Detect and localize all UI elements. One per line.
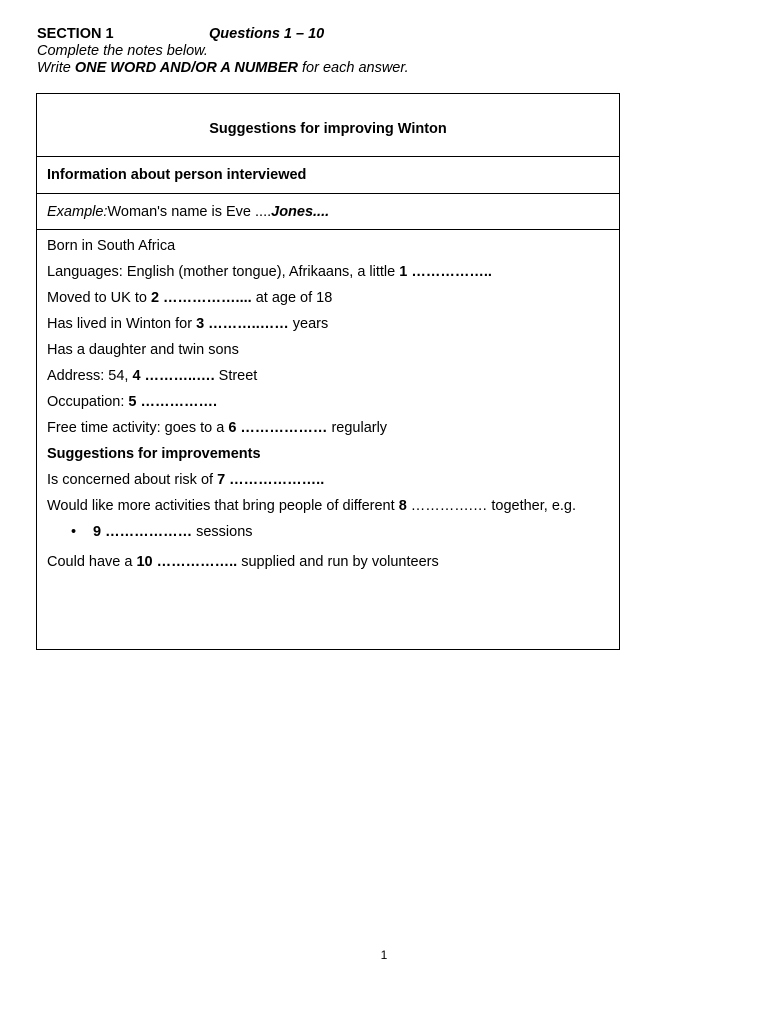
note-born: Born in South Africa bbox=[47, 238, 176, 254]
note-bullet-sessions: • 9 ……………… sessions bbox=[71, 524, 253, 540]
example-label: Example: bbox=[47, 203, 108, 220]
note-free-time: Free time activity: goes to a 6 ……………… regularly bbox=[47, 420, 388, 436]
form-title: Suggestions for improving Winton bbox=[37, 94, 619, 157]
gap-6[interactable]: 6 ……………… bbox=[228, 420, 328, 436]
gap-9[interactable]: 9 ……………… bbox=[93, 524, 193, 540]
section-line bbox=[37, 26, 409, 43]
note-occupation: Occupation: 5 ……………. bbox=[47, 394, 218, 410]
section-label: SECTION 1 bbox=[37, 26, 114, 42]
questions-range: Questions 1 – 10 bbox=[209, 26, 325, 42]
note-activities: Would like more activities that bring people of different 8 ………….… together, e.g. bbox=[47, 498, 577, 514]
gap-4[interactable]: 4 ………..…. bbox=[132, 368, 215, 384]
instructions-header bbox=[37, 26, 409, 77]
suggestions-heading: Suggestions for improvements bbox=[47, 446, 261, 462]
word-limit: ONE WORD AND/OR A NUMBER bbox=[74, 60, 298, 76]
notes-form bbox=[36, 93, 620, 650]
info-heading: Information about person interviewed bbox=[37, 157, 619, 194]
gap-2[interactable]: 2 …………….... bbox=[150, 290, 252, 306]
gap-3[interactable]: 3 ………..…… bbox=[196, 316, 289, 332]
note-moved: Moved to UK to 2 …………….... at age of 18 bbox=[47, 290, 333, 306]
instruction-complete: Complete the notes below. bbox=[37, 43, 208, 59]
note-address: Address: 54, 4 ………..…. Street bbox=[47, 368, 258, 384]
note-risk: Is concerned about risk of 7 ……………….. bbox=[47, 472, 325, 488]
example-row: Example: Woman's name is Eve .... Jones.... bbox=[37, 194, 619, 230]
gap-1[interactable]: 1 …………….. bbox=[399, 264, 492, 280]
page-number: 1 bbox=[380, 948, 388, 962]
note-volunteers: Could have a 10 …………….. supplied and run by volunteers bbox=[47, 554, 439, 570]
gap-7[interactable]: 7 ……………….. bbox=[217, 472, 325, 488]
gap-8[interactable]: 8 bbox=[398, 498, 407, 514]
example-answer: Jones.... bbox=[271, 203, 330, 220]
gap-5[interactable]: 5 ……………. bbox=[128, 394, 218, 410]
note-family: Has a daughter and twin sons bbox=[47, 342, 239, 358]
notes-body bbox=[37, 230, 619, 580]
note-lived: Has lived in Winton for 3 ………..…… years bbox=[47, 316, 329, 332]
instruction-word-limit: Write ONE WORD AND/OR A NUMBER for each answer. bbox=[37, 60, 409, 76]
note-languages: Languages: English (mother tongue), Afrikaans, a little 1 …………….. bbox=[47, 264, 492, 280]
bullet-icon: • bbox=[71, 524, 77, 540]
gap-10[interactable]: 10 …………….. bbox=[136, 554, 238, 570]
